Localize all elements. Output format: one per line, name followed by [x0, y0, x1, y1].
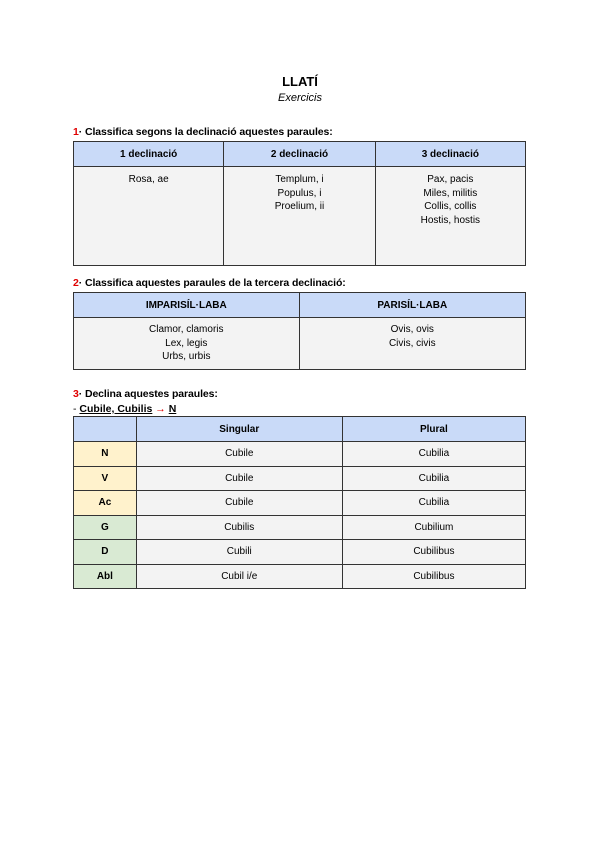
- header-1-declinacio: 1 declinació: [74, 142, 224, 167]
- singular-cell: Cubile: [136, 491, 342, 516]
- singular-cell: Cubil i/e: [136, 564, 342, 589]
- plural-cell: Cubilibus: [342, 564, 525, 589]
- section3-text: · Declina aquestes paraules:: [78, 388, 218, 400]
- word-entry: Templum, i: [275, 174, 324, 185]
- plural-cell: Cubilia: [342, 442, 525, 467]
- table-row: [74, 515, 526, 540]
- declension-table: [73, 416, 526, 589]
- header-singular: Singular: [136, 417, 342, 442]
- word-entry: Hostis, hostis: [420, 214, 481, 226]
- arrow-icon: →: [152, 403, 169, 415]
- word-entry: Miles, militis: [423, 187, 478, 199]
- section2-heading: [73, 277, 346, 289]
- section1-heading: [73, 126, 333, 138]
- column-2-declinacio: [224, 167, 375, 266]
- plural-cell: Cubilia: [342, 491, 525, 516]
- header-case: [74, 417, 137, 442]
- plural-cell: Cubilia: [342, 466, 525, 491]
- header-3-declinacio: 3 declinació: [375, 142, 525, 167]
- case-label: N: [74, 442, 137, 467]
- table-row: [74, 540, 526, 565]
- table-row: [74, 466, 526, 491]
- section3-number: 3: [73, 388, 79, 400]
- word-entry: Lex, legis: [165, 337, 208, 349]
- word-entry: Clamor, clamoris: [149, 324, 224, 335]
- sub-word: Cubile, Cubilis: [79, 403, 153, 415]
- word-entry: Collis, collis: [424, 201, 477, 212]
- header-imparisillaba: IMPARISÍL·LABA: [74, 293, 300, 318]
- page-title: LLATÍ: [282, 74, 318, 89]
- word-entry: Pax, pacis: [427, 174, 474, 185]
- column-1-declinacio: [74, 167, 224, 266]
- page-subtitle: Exercicis: [277, 92, 322, 104]
- case-label: V: [74, 466, 137, 491]
- case-label: G: [74, 515, 137, 540]
- singular-cell: Cubili: [136, 540, 342, 565]
- plural-cell: Cubilibus: [342, 540, 525, 565]
- word-entry: Rosa, ae: [128, 174, 169, 185]
- header-2-declinacio: 2 declinació: [224, 142, 375, 167]
- case-label: Abl: [74, 564, 137, 589]
- section1-text: · Classifica segons la declinació aquestes paraules:: [78, 126, 333, 138]
- column-parisillaba: [299, 318, 525, 370]
- word-entry: Proelium, ii: [274, 201, 325, 212]
- section2-number: 2: [73, 277, 79, 289]
- section2-text: · Classifica aquestes paraules de la tercera declinació:: [78, 277, 346, 289]
- table-row: [74, 491, 526, 516]
- word-entry: Ovis, ovis: [390, 324, 434, 335]
- singular-cell: Cubile: [136, 466, 342, 491]
- case-label: D: [74, 540, 137, 565]
- table-row: [74, 442, 526, 467]
- word-entry: Urbs, urbis: [162, 351, 211, 362]
- singular-cell: Cubile: [136, 442, 342, 467]
- declension-word-line: [73, 403, 176, 415]
- sub-prefix: -: [73, 403, 80, 415]
- plural-cell: Cubilium: [342, 515, 525, 540]
- table-row: [74, 564, 526, 589]
- declension-classification-table: [73, 141, 526, 266]
- word-entry: Populus, i: [277, 187, 322, 199]
- singular-cell: Cubilis: [136, 515, 342, 540]
- column-3-declinacio: [375, 167, 525, 266]
- section1-number: 1: [73, 126, 79, 138]
- case-label: Ac: [74, 491, 137, 516]
- section3-heading: [73, 388, 218, 400]
- sub-gender: N: [168, 403, 177, 415]
- header-parisillaba: PARISÍL·LABA: [299, 293, 525, 318]
- column-imparisillaba: [74, 318, 300, 370]
- header-plural: Plural: [342, 417, 525, 442]
- word-entry: Civis, civis: [388, 337, 436, 349]
- third-declension-table: [73, 292, 526, 370]
